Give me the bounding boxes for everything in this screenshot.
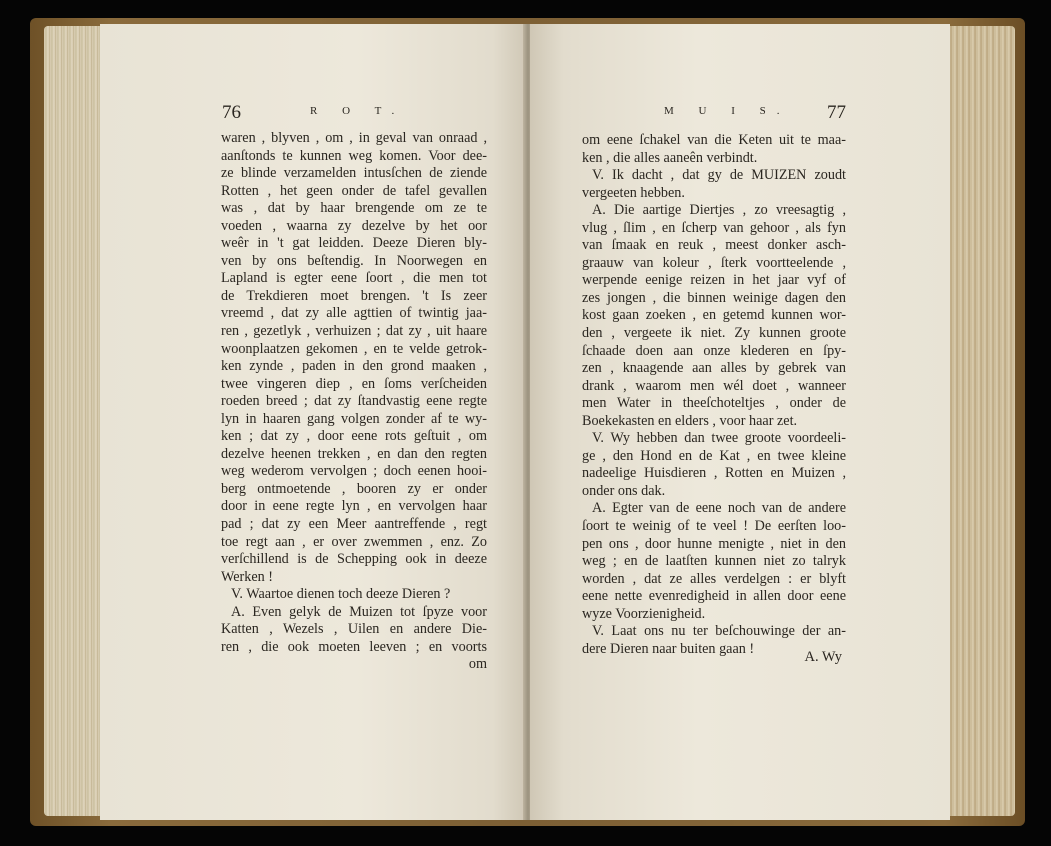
- text-line: V. Waartoe dienen toch deeze Dieren ?: [231, 586, 451, 603]
- text-line: vergeeten hebben.: [582, 184, 685, 201]
- text-line: ren , die ook moeten leeven ; en voorts: [221, 638, 487, 655]
- left-page-number: 76: [222, 102, 241, 123]
- catchword: om: [468, 656, 487, 673]
- right-page-number: 77: [827, 102, 846, 123]
- text-line: ſchaade doen aan onze klederen en ſpy-: [582, 342, 846, 359]
- text-line: van ſmaak en reuk , meest donker asch-: [582, 237, 846, 254]
- text-line: ſoort te weinig of te veel ! De eerſten loo-: [582, 518, 846, 535]
- text-line: zes jongen , die binnen weinige dagen den: [582, 289, 846, 306]
- text-line: zen , knaagende aan alles by gebrek van: [582, 360, 846, 377]
- text-line: toe regt aan , er over zwemmen , enz. Zo: [221, 533, 487, 550]
- text-line: voeden , waarna zy dezelve by het oor: [221, 217, 487, 234]
- text-line: A. Die aartige Diertjes , zo vreesagtig ,: [592, 202, 846, 219]
- text-line: pen ons , door hunne menigte , niet in den: [582, 535, 846, 552]
- left-page-text: [221, 130, 487, 674]
- text-line: drank , waarom men wél doet , wanneer: [582, 377, 846, 394]
- right-page-text: [582, 132, 846, 658]
- text-line: aanſtonds te kunnen weg komen. Voor dee-: [221, 147, 487, 164]
- text-line: Katten , Wezels , Uilen en andere Die-: [221, 621, 487, 638]
- text-line: twee vingeren diep , en ſoms verſcheiden: [221, 375, 487, 392]
- text-line: graauw van koleur , ſterk voortteelende ,: [582, 254, 846, 271]
- right-page: [530, 24, 950, 820]
- text-line: was , dat by haar brengende om ze te: [221, 200, 487, 217]
- right-catchword: A. Wy: [804, 649, 842, 665]
- text-line: lyn in haaren gang volgen zonder af te wy-: [221, 410, 487, 427]
- text-line: kost gaan zoeken , en getemd kunnen wor-: [582, 307, 846, 324]
- text-line: onder ons dak.: [582, 482, 666, 499]
- text-line: pad ; dat zy een Meer aantreffende , regt: [221, 516, 487, 533]
- text-line: dere Dieren naar buiten gaan !: [582, 640, 755, 657]
- right-headword: M U I S.: [664, 105, 791, 117]
- text-line: wyze Voorzienigheid.: [582, 605, 706, 622]
- text-line: ken , die alles aaneên verbindt.: [582, 149, 758, 166]
- text-line: verſchillend is de Schepping ook in deeze: [221, 551, 487, 568]
- text-line: vreemd , dat zy alle agttien of twintig jaa-: [221, 305, 487, 322]
- text-line: V. Ik dacht , dat gy de MUIZEN zoudt: [592, 167, 846, 184]
- text-line: ren , gezetlyk , verhuizen ; dat zy , uit haare: [221, 323, 487, 340]
- text-line: de Trekdieren moet brengen. 't Is zeer: [221, 287, 487, 304]
- text-line: den , vergeete ik niet. Zy kunnen groote: [582, 325, 846, 342]
- text-line: V. Laat ons nu ter beſchouwinge der an-: [592, 623, 846, 640]
- text-line: A. Even gelyk de Muizen tot ſpyze voor: [231, 603, 487, 620]
- left-headword: R O T.: [310, 105, 406, 117]
- text-line: weg wederom vervolgen ; doch eenen hooi-: [221, 463, 487, 480]
- text-line: weg ; en de laatſten kunnen niet zo talryk: [582, 553, 846, 570]
- right-running-head: [634, 102, 846, 128]
- text-line: ken ; dat zy , door eene rots geſtuit , om: [221, 428, 487, 445]
- text-line: nadeelige Huisdieren , Rotten en Muizen ,: [582, 465, 846, 482]
- text-line: ken zynde , paden in den grond maaken ,: [221, 358, 487, 375]
- text-line: men Water in theeſchoteltjes , onder de: [582, 395, 846, 412]
- text-line: Boekekasten en elders , voor haar zet.: [582, 412, 798, 429]
- text-line: om eene ſchakel van die Keten uit te maa-: [582, 132, 846, 148]
- text-line: A. Egter van de eene noch van de andere: [592, 500, 846, 517]
- text-line: worden , dat ze alles verdelgen : er blyft: [582, 570, 846, 587]
- text-line: werpende eenige reizen in het jaar vyf of: [582, 272, 846, 289]
- text-line: door in eene regte lyn , en vervolgen haar: [221, 498, 487, 515]
- text-line: Rotten , het geen onder de tafel gevallen: [221, 182, 487, 199]
- text-line: roeden breed ; dat zy ſtandvastig eene regte: [221, 393, 487, 410]
- text-line: waren , blyven , om , in geval van onraad ,: [221, 130, 487, 146]
- text-line: berg ontmoetende , booren zy er onder: [221, 480, 487, 497]
- text-line: ze blinde verzamelden intusſchen de ziende: [221, 165, 487, 182]
- left-page: [100, 24, 527, 820]
- text-line: ge , den Hond en de Kat , en twee kleine: [582, 447, 846, 464]
- text-line: woonplaatzen gekomen , en te velde getrok-: [221, 340, 487, 357]
- text-line: vlug , ſlim , en ſcherp van gehoor , als fyn: [582, 219, 846, 236]
- text-line: Lapland is egter eene ſoort , die men tot: [221, 270, 487, 287]
- text-line: weêr in 't gat leidden. Deeze Dieren bly-: [221, 235, 487, 252]
- text-line: V. Wy hebben dan twee groote voordeeli-: [592, 430, 846, 447]
- text-line: ven by ons beſtendig. In Noorwegen en: [221, 252, 487, 269]
- text-line: dezelve heenen trekken , en dan den regten: [221, 445, 487, 462]
- text-line: eene nette evenredigheid in allen door eene: [582, 588, 846, 605]
- text-line: Werken !: [221, 568, 274, 585]
- left-running-head: [222, 102, 480, 128]
